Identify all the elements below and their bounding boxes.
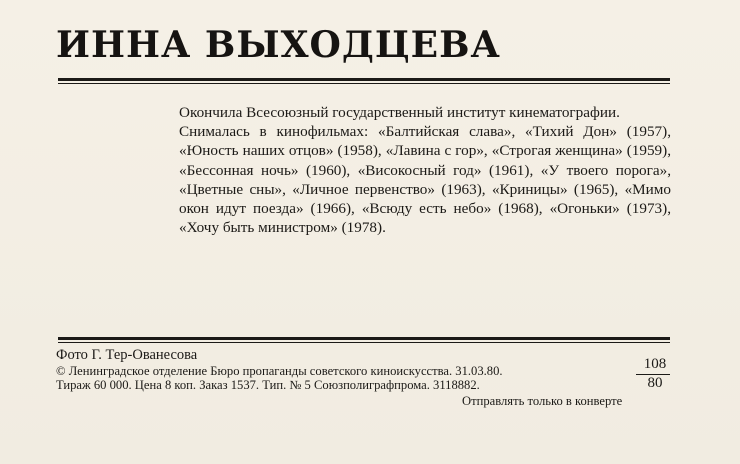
catalog-number-bottom: 80 [647,375,663,391]
education-text: Окончила Всесоюзный государственный институт кинематографии. [179,104,620,121]
publisher-line: © Ленинградское отделение Бюро пропаганды советского киноискусства. 31.03.80. [56,364,503,378]
biography [179,103,671,237]
catalog-number-top: 108 [643,356,667,372]
send-note: Отправлять только в конверте [462,394,623,408]
top-divider [58,78,670,84]
filmography-text: Снималась в кинофильмах: «Балтийская слава», «Тихий Дон» (1957), «Юность наших отцов» (1958), «Лавина с гор», «Строгая женщина» (1959), «Бессонная ночь» (1960), «Високосный год» (1961), «У твоего порога», «Цветные сны», «Личное первенство» (1963), «Криницы» (1965), «Мимо окон идут поезда» (1966), «Всюду есть небо» (1968), «Огоньки» (1973), «Хочу быть министром» (1978). [179,123,671,237]
page-title: ИННА ВЫХОДЦЕВА [56,24,501,66]
photo-credit: Фото Г. Тер-Ованесова [56,347,198,363]
bottom-divider [58,337,670,343]
print-run-line: Тираж 60 000. Цена 8 коп. Заказ 1537. Тип. № 5 Союзполиграфпрома. 3118882. [56,378,480,392]
